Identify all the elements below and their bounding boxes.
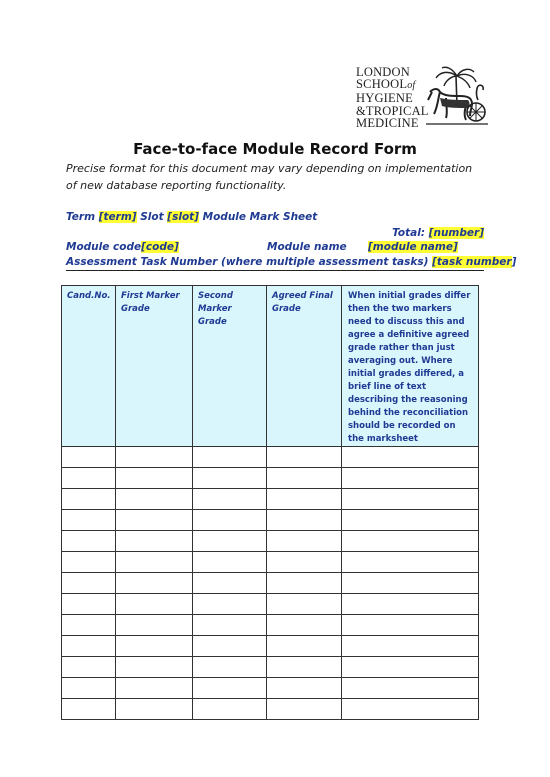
table-row [62,468,479,489]
module-name-field[interactable]: [module name] [368,241,458,253]
reconciliation-note-cell[interactable] [342,594,479,615]
first-marker-cell[interactable] [116,636,193,657]
reconciliation-note-cell[interactable] [342,699,479,720]
sheet-label: Module Mark Sheet [198,211,318,223]
intro-note: Precise format for this document may vary depending on implementation of new database reporting functionality. [66,162,473,192]
table-row [62,489,479,510]
first-marker-cell[interactable] [116,678,193,699]
cand-no-cell[interactable] [62,468,116,489]
agreed-final-cell[interactable] [267,489,342,510]
second-marker-cell[interactable] [193,531,267,552]
logo-line-london: LONDON [356,65,410,79]
cand-no-cell[interactable] [62,489,116,510]
task-field[interactable]: [task number [432,256,512,268]
second-marker-cell[interactable] [193,510,267,531]
second-marker-cell[interactable] [193,678,267,699]
first-marker-cell[interactable] [116,594,193,615]
second-marker-cell[interactable] [193,657,267,678]
first-marker-cell[interactable] [116,573,193,594]
term-field[interactable]: [term] [98,211,137,223]
cand-no-cell[interactable] [62,510,116,531]
first-marker-cell[interactable] [116,447,193,468]
first-marker-cell[interactable] [116,699,193,720]
table-row [62,552,479,573]
form-title: Face-to-face Module Record Form [133,140,417,158]
first-marker-cell[interactable] [116,468,193,489]
cand-no-cell[interactable] [62,447,116,468]
second-marker-cell[interactable] [193,468,267,489]
agreed-final-cell[interactable] [267,636,342,657]
second-marker-cell[interactable] [193,573,267,594]
second-marker-cell[interactable] [193,594,267,615]
term-slot-line [66,211,484,223]
table-row [62,573,479,594]
cand-no-cell[interactable] [62,699,116,720]
second-marker-cell[interactable] [193,447,267,468]
reconciliation-note-cell[interactable] [342,657,479,678]
header-reconciliation-note: When initial grades differ then the two markers need to discuss this and agree a definitive agreed grade rather than just averaging out. Where initial grades differed, a brief line of text describing the reasoning behind the reconciliation should be recorded on the marksheet [342,286,479,447]
task-line: Assessment Task Number (where multiple assessment tasks) [task number] [66,256,484,271]
header-cand-no: Cand.No. [62,286,116,447]
reconciliation-note-cell[interactable] [342,531,479,552]
reconciliation-note-cell[interactable] [342,552,479,573]
slot-label: Slot [136,211,168,223]
agreed-final-cell[interactable] [267,531,342,552]
agreed-final-cell[interactable] [267,594,342,615]
table-row [62,636,479,657]
reconciliation-note-cell[interactable] [342,468,479,489]
horse-chariot-emblem-icon [426,66,488,126]
logo-line-tropical: &TROPICAL [356,103,429,118]
first-marker-cell[interactable] [116,552,193,573]
header-second-marker: Second Marker Grade [193,286,267,447]
first-marker-cell[interactable] [116,510,193,531]
slot-field[interactable]: [slot] [167,211,199,223]
second-marker-cell[interactable] [193,552,267,573]
reconciliation-note-cell[interactable] [342,678,479,699]
cand-no-cell[interactable] [62,615,116,636]
marks-table [61,285,479,720]
logo-line-medicine: MEDICINE [356,115,419,130]
reconciliation-note-cell[interactable] [342,447,479,468]
first-marker-cell[interactable] [116,657,193,678]
cand-no-cell[interactable] [62,573,116,594]
total-field[interactable]: [number] [428,227,484,239]
agreed-final-cell[interactable] [267,657,342,678]
table-row [62,678,479,699]
logo-wordmark [356,66,428,129]
table-row [62,699,479,720]
agreed-final-cell[interactable] [267,510,342,531]
table-row [62,594,479,615]
total-label: Total: [392,227,429,239]
total-line [66,227,484,239]
agreed-final-cell[interactable] [267,573,342,594]
module-code-label: Module code [66,241,142,253]
table-header-row [62,286,479,447]
second-marker-cell[interactable] [193,615,267,636]
agreed-final-cell[interactable] [267,447,342,468]
reconciliation-note-cell[interactable] [342,573,479,594]
table-body [62,447,479,720]
cand-no-cell[interactable] [62,594,116,615]
agreed-final-cell[interactable] [267,615,342,636]
reconciliation-note-cell[interactable] [342,489,479,510]
header-agreed-final: Agreed Final Grade [267,286,342,447]
first-marker-cell[interactable] [116,531,193,552]
logo-line-school: SCHOOLof [356,77,416,92]
agreed-final-cell[interactable] [267,699,342,720]
reconciliation-note-cell[interactable] [342,636,479,657]
cand-no-cell[interactable] [62,678,116,699]
reconciliation-note-cell[interactable] [342,510,479,531]
second-marker-cell[interactable] [193,699,267,720]
agreed-final-cell[interactable] [267,678,342,699]
term-label: Term [66,211,99,223]
first-marker-cell[interactable] [116,489,193,510]
table-row [62,531,479,552]
module-code-field[interactable]: [code] [141,241,179,253]
task-label: Assessment Task Number (where multiple assessment tasks) [66,256,433,268]
first-marker-cell[interactable] [116,615,193,636]
table-row [62,447,479,468]
module-line [66,241,484,253]
table-row [62,615,479,636]
table-row [62,657,479,678]
cand-no-cell[interactable] [62,636,116,657]
cand-no-cell[interactable] [62,657,116,678]
second-marker-cell[interactable] [193,636,267,657]
module-name-label: Module name [267,241,347,253]
header-first-marker: First Marker Grade [116,286,193,447]
agreed-final-cell[interactable] [267,468,342,489]
cand-no-cell[interactable] [62,531,116,552]
table-row [62,510,479,531]
lshtm-logo [356,66,488,130]
logo-line-hygiene: HYGIENE [356,91,413,106]
second-marker-cell[interactable] [193,489,267,510]
reconciliation-note-cell[interactable] [342,615,479,636]
agreed-final-cell[interactable] [267,552,342,573]
cand-no-cell[interactable] [62,552,116,573]
